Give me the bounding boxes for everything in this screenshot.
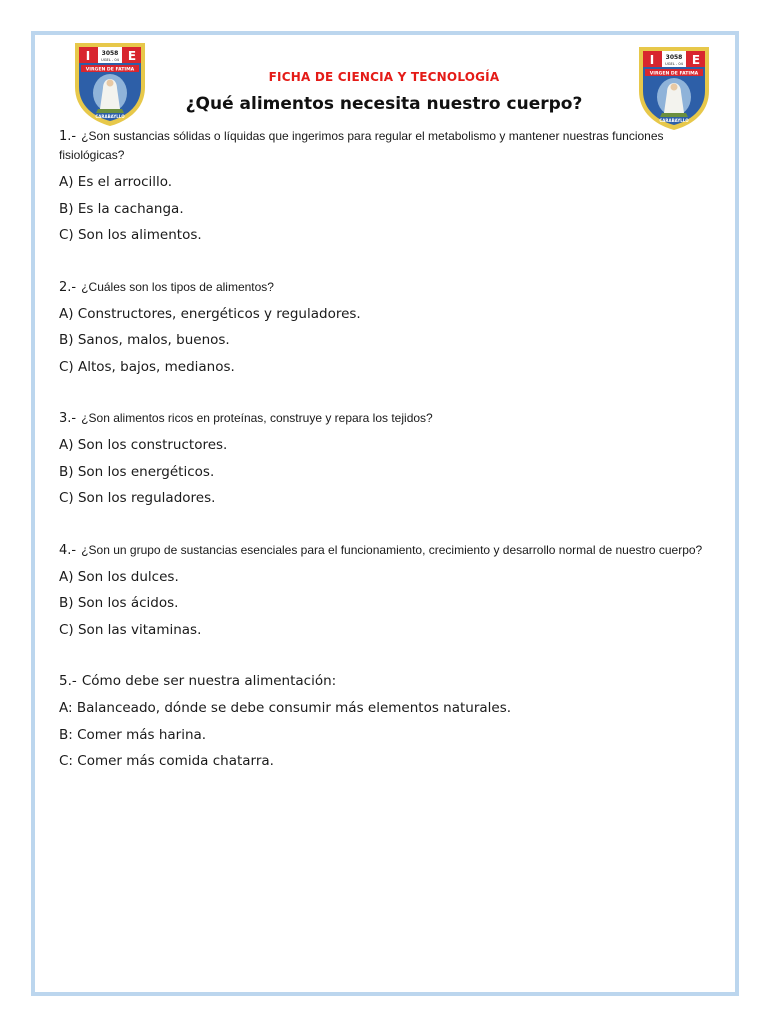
crest-name: VIRGEN DE FATIMA <box>649 71 699 77</box>
option-c: C) Son los alimentos. <box>59 227 202 243</box>
question-number: 4.- <box>59 542 77 558</box>
question-4 <box>59 540 714 559</box>
question-1 <box>59 126 714 164</box>
option-c: C) Altos, bajos, medianos. <box>59 358 235 375</box>
crest-letter-i: I <box>649 53 655 67</box>
option-b: B) Son los ácidos. <box>59 595 179 611</box>
option-a: A) Son los dulces. <box>59 568 179 585</box>
question-list <box>59 126 714 803</box>
question-block-1 <box>59 126 714 249</box>
option-b: B) Sanos, malos, buenos. <box>59 332 230 348</box>
question-text: Cómo debe ser nuestra alimentación: <box>81 673 337 689</box>
crest-name: VIRGEN DE FATIMA <box>85 67 135 73</box>
question-text: ¿Cuáles son los tipos de alimentos? <box>81 279 274 294</box>
crest-place: CARABAYLLO <box>659 118 689 123</box>
option-b: B: Comer más harina. <box>59 726 207 743</box>
option-a: A) Constructores, energéticos y reguladores. <box>59 305 361 322</box>
crest-ugel: UGEL - 04 <box>665 62 683 66</box>
question-block-5 <box>59 671 714 775</box>
crest-code: 3058 <box>665 54 683 61</box>
crest-code: 3058 <box>101 50 119 57</box>
crest-place: CARABAYLLO <box>95 114 125 119</box>
school-crest-right <box>636 45 712 131</box>
option-c: C) Son los reguladores. <box>59 490 216 506</box>
worksheet-kicker: FICHA DE CIENCIA Y TECNOLOGÍA <box>268 70 500 84</box>
option-b: B) Son los energéticos. <box>59 463 215 480</box>
question-number: 3.- <box>59 411 77 426</box>
question-text: ¿Son sustancias sólidas o líquidas que ingerimos para regular el metabolismo y mantener nuestras funciones fisiológicas? <box>59 129 664 162</box>
option-c: C) Son las vitaminas. <box>59 621 202 638</box>
option-a: A) Es el arrocillo. <box>59 174 173 190</box>
shield-icon <box>72 41 148 127</box>
question-number: 1.- <box>59 129 77 144</box>
page-title: ¿Qué alimentos necesita nuestro cuerpo? <box>185 94 583 114</box>
crest-ugel: UGEL - 04 <box>101 58 119 62</box>
question-block-4 <box>59 540 714 644</box>
crest-letter-e: E <box>127 49 137 63</box>
option-c: C: Comer más comida chatarra. <box>59 753 274 769</box>
option-b: B) Es la cachanga. <box>59 200 184 217</box>
question-5 <box>59 671 714 690</box>
question-block-3 <box>59 408 714 512</box>
question-3 <box>59 408 714 427</box>
crest-letter-i: I <box>85 49 91 63</box>
shield-icon <box>636 45 712 131</box>
question-block-2 <box>59 277 714 381</box>
question-text: ¿Son alimentos ricos en proteínas, construye y repara los tejidos? <box>81 411 433 425</box>
crest-letter-e: E <box>691 53 701 67</box>
question-number: 2.- <box>59 279 77 295</box>
option-a: A) Son los constructores. <box>59 437 228 453</box>
option-a: A: Balanceado, dónde se debe consumir más elementos naturales. <box>59 700 512 716</box>
school-crest-left <box>72 41 148 127</box>
question-2 <box>59 277 714 296</box>
question-text: ¿Son un grupo de sustancias esenciales para el funcionamiento, crecimiento y desarrollo normal de nuestro cuerpo? <box>81 542 703 557</box>
question-number: 5.- <box>59 673 77 689</box>
